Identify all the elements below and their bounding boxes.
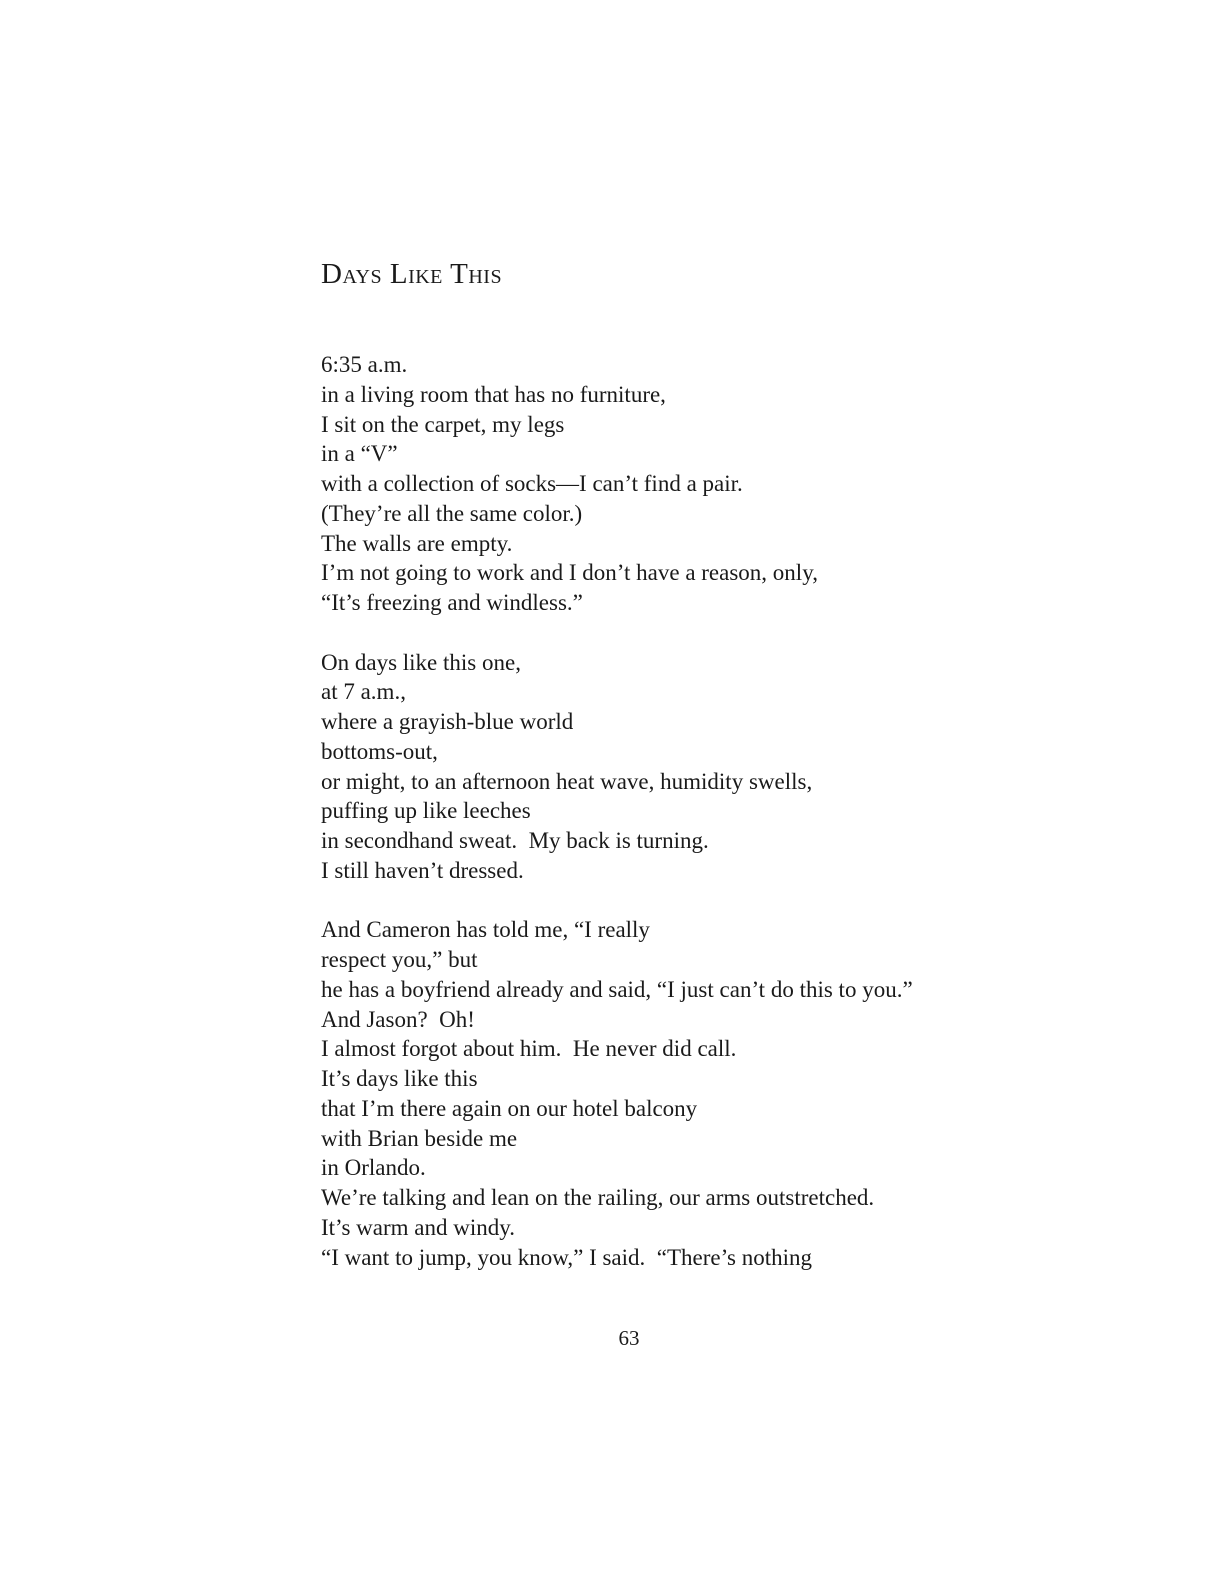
poem-line: It’s days like this <box>321 1066 478 1091</box>
poem-line: or might, to an afternoon heat wave, humidity swells, <box>321 768 813 794</box>
poem-line: I still haven’t dressed. <box>321 857 524 883</box>
poem-line: bottoms-out, <box>321 738 438 764</box>
poem-line: It’s warm and windy. <box>321 1214 515 1240</box>
poem-line: in secondhand sweat. My back is turning. <box>321 828 709 853</box>
poem-line: The walls are empty. <box>321 530 513 556</box>
poem-line: in a “V” <box>321 441 398 467</box>
poem-line: in a living room that has no furniture, <box>321 381 666 407</box>
poem-line: “I want to jump, you know,” I said. “There’s nothing <box>321 1244 812 1270</box>
poem-line: with a collection of socks—I can’t find a pair. <box>321 471 743 496</box>
poem-body <box>321 350 1041 1302</box>
poem-line: he has a boyfriend already and said, “I just can’t do this to you.” <box>321 976 913 1002</box>
stanza-3 <box>321 915 1041 1272</box>
poem-line: in Orlando. <box>321 1155 426 1181</box>
poem-line: “It’s freezing and windless.” <box>321 590 583 615</box>
poem-line: where a grayish-blue world <box>321 709 574 734</box>
poem-line: And Cameron has told me, “I really <box>321 917 650 943</box>
poem-line: On days like this one, <box>321 649 521 675</box>
poem-line: I’m not going to work and I don’t have a reason, only, <box>321 560 818 586</box>
poem-line: We’re talking and lean on the railing, our arms outstretched. <box>321 1185 875 1210</box>
poem-line: (They’re all the same color.) <box>321 500 583 526</box>
poem-line: that I’m there again on our hotel balcony <box>321 1095 698 1121</box>
poem-line: respect you,” but <box>321 947 478 972</box>
page-number: 63 <box>618 1326 640 1350</box>
poem-line: puffing up like leeches <box>321 798 531 824</box>
poem-line: And Jason? Oh! <box>321 1006 475 1032</box>
poem-line: 6:35 a.m. <box>321 352 408 377</box>
poem-line: with Brian beside me <box>321 1125 518 1151</box>
poem-line: I sit on the carpet, my legs <box>321 411 565 437</box>
stanza-1 <box>321 350 1041 618</box>
poem-line: I almost forgot about him. He never did call. <box>321 1036 737 1062</box>
stanza-2 <box>321 648 1041 886</box>
poem-line: at 7 a.m., <box>321 679 406 705</box>
poem-title: Days Like This <box>321 258 503 290</box>
